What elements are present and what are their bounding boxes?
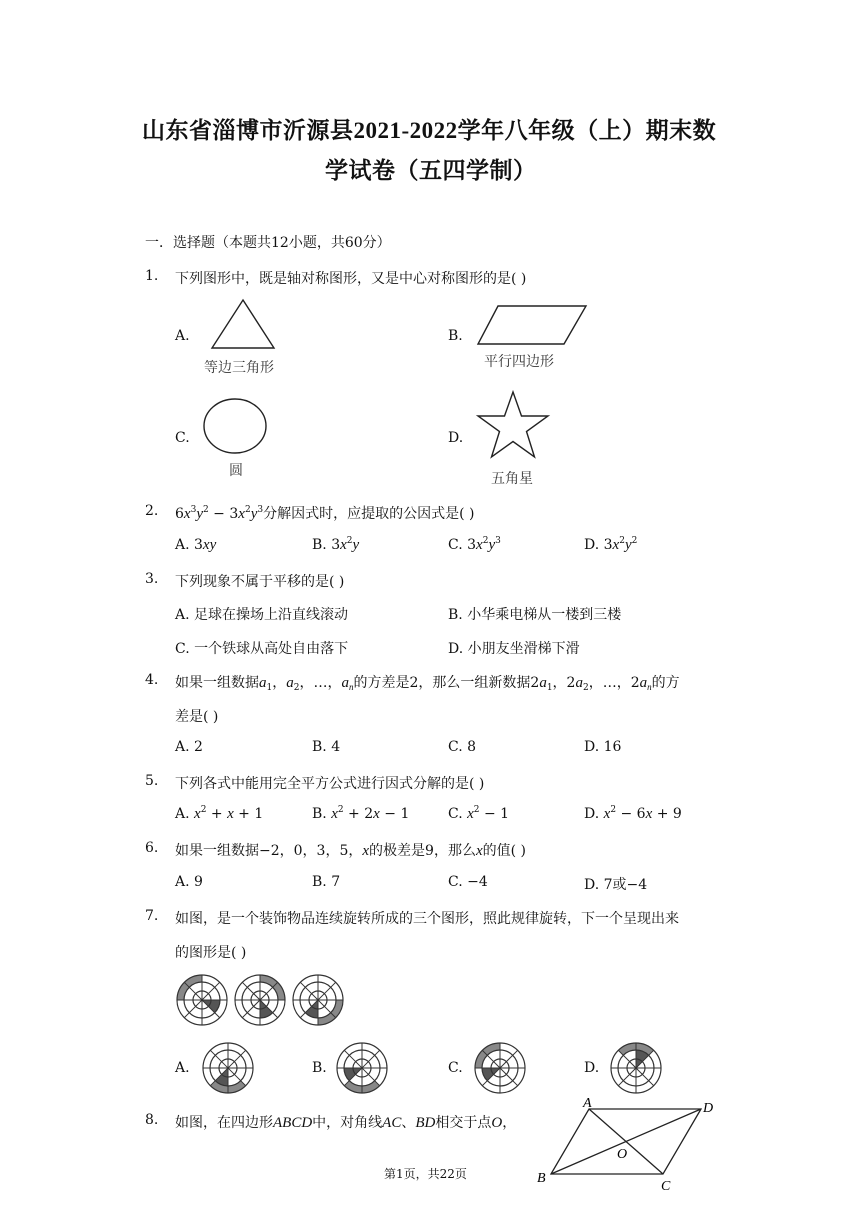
section-heading: 一．选择题（本题共12小题，共60分） <box>145 235 391 251</box>
q7-stem-line2: 的图形是( ) <box>175 945 247 961</box>
q5-option-d-label: D. <box>584 806 600 822</box>
q6-option-c: C. −4 <box>448 874 488 890</box>
q2-option-d-label: D. <box>584 537 600 553</box>
q5-option-c: C. $x^2 - 1$ <box>448 805 510 822</box>
q1-option-b-label: B. <box>448 328 463 344</box>
q2-expression: $6x^3y^2 - 3x^2y^3$ <box>175 505 264 522</box>
q6-option-c-label: C. <box>448 874 468 890</box>
q7-option-b-wheel <box>336 1042 388 1094</box>
q4-stem-line2: 差是( ) <box>175 709 219 725</box>
q6-option-d-label: D. 7或 <box>584 877 627 893</box>
q5-stem: 下列各式中能用完全平方公式进行因式分解的是( ) <box>175 776 485 792</box>
page-title-line1: 山东省淄博市沂源县2021-2022学年八年级（上）期末数 <box>142 118 717 143</box>
q1-option-c-caption: 圆 <box>229 463 243 479</box>
q3-number: 3. <box>145 571 159 587</box>
vertex-label-c: C <box>661 1179 671 1194</box>
q7-option-a-wheel <box>202 1042 254 1094</box>
q2-option-b-label: B. <box>312 537 327 553</box>
q7-option-c-wheel <box>474 1042 526 1094</box>
page-footer: 第1页，共22页 <box>384 1167 467 1181</box>
q1-stem: 下列图形中，既是轴对称图形，又是中心对称图形的是( ) <box>175 271 527 287</box>
q4-stem-c: 的方 <box>651 675 680 691</box>
q6-stem-a: 如果一组数据 <box>175 843 259 859</box>
q6-option-b: B. 7 <box>312 874 341 890</box>
quadrilateral-abcd-figure <box>535 1098 725 1194</box>
center-label-o: O <box>617 1147 628 1162</box>
q2-option-a: A. 3xy <box>175 537 217 553</box>
q7-wheel-3 <box>292 974 344 1026</box>
equilateral-triangle-figure <box>210 298 276 350</box>
vertex-label-b: B <box>537 1171 546 1186</box>
q1-option-c-label: C. <box>175 430 190 446</box>
five-pointed-star-figure <box>476 390 550 462</box>
q4-option-b: B. 4 <box>312 739 341 755</box>
q2-number: 2. <box>145 503 159 519</box>
q2-option-c: C. $3x^2y^3$ <box>448 536 501 553</box>
q1-number: 1. <box>145 268 159 284</box>
vertex-label-d: D <box>703 1101 714 1116</box>
q2-option-b: B. $3x^2y$ <box>312 536 360 553</box>
parallelogram-figure <box>476 304 588 346</box>
q6-option-d: D. 7或−4 <box>584 877 648 893</box>
q2-option-a-label: A. <box>175 537 190 553</box>
q2-stem-text: 分解因式时，应提取的公因式是( ) <box>263 506 475 522</box>
q8-stem-b: 中，对角线 <box>312 1115 383 1131</box>
q7-option-d-wheel <box>610 1042 662 1094</box>
q1-option-a-label: A. <box>175 328 190 344</box>
vertex-label-a: A <box>583 1096 592 1111</box>
q8-stem: 如图，在四边形ABCD中，对角线AC、BD相交于点O， <box>175 1115 517 1131</box>
page-title-line2: 学试卷（五四学制） <box>325 158 537 183</box>
q7-option-c-label: C. <box>448 1060 463 1076</box>
q7-option-d-label: D. <box>584 1060 600 1076</box>
q6-stem-b: 的极差是9，那么 <box>369 843 476 859</box>
q1-option-d-label: D. <box>448 430 464 446</box>
q6-stem: 如果一组数据−2，0，3，5，x的极差是9，那么x的值( ) <box>175 843 526 859</box>
q3-option-a: A. 足球在操场上沿直线滚动 <box>175 607 349 623</box>
q6-option-a: A. 9 <box>175 874 203 890</box>
q4-option-d: D. 16 <box>584 739 622 755</box>
q4-number: 4. <box>145 672 159 688</box>
q8-stem-c: 相交于点 <box>435 1115 492 1131</box>
q4-stem-b: 的方差是2，那么一组新数据 <box>353 675 531 691</box>
q2-option-d: D. $3x^2y^2$ <box>584 536 638 553</box>
q5-option-d: D. $x^2 - 6x + 9$ <box>584 805 682 822</box>
q1-option-b-caption: 平行四边形 <box>484 354 554 370</box>
q7-stem-line1: 如图，是一个装饰物品连续旋转所成的三个图形，照此规律旋转，下一个呈现出来 <box>175 911 679 927</box>
q8-stem-a: 如图，在四边形 <box>175 1115 273 1131</box>
q5-number: 5. <box>145 773 159 789</box>
q7-wheel-2 <box>234 974 286 1026</box>
q3-option-c: C. 一个铁球从高处自由落下 <box>175 641 349 657</box>
q6-number: 6. <box>145 840 159 856</box>
q4-stem-a: 如果一组数据 <box>175 675 259 691</box>
q8-number: 8. <box>145 1112 159 1128</box>
q5-option-b: B. $x^2 + 2x - 1$ <box>312 805 410 822</box>
q5-option-c-label: C. <box>448 806 463 822</box>
q5-option-a-label: A. <box>175 806 190 822</box>
q3-stem: 下列现象不属于平移的是( ) <box>175 574 345 590</box>
circle-figure <box>202 398 268 456</box>
q4-option-a: A. 2 <box>175 739 203 755</box>
q2-stem <box>175 503 474 523</box>
q7-wheel-1 <box>176 974 228 1026</box>
q2-option-c-label: C. <box>448 537 463 553</box>
q7-number: 7. <box>145 908 159 924</box>
q1-option-a-caption: 等边三角形 <box>204 360 274 376</box>
q4-stem-line1: 如果一组数据$a_1$，$a_2$，…，$a_n$的方差是2，那么一组新数据$2a_1$，$2a_2$，…，$2a_n$的方 <box>175 675 680 693</box>
q7-option-a-label: A. <box>175 1060 190 1076</box>
q6-stem-c: 的值( ) <box>482 843 526 859</box>
q5-option-b-label: B. <box>312 806 327 822</box>
q5-option-a: A. $x^2 + x + 1$ <box>175 805 264 822</box>
q4-option-c: C. 8 <box>448 739 477 755</box>
q3-option-b: B. 小华乘电梯从一楼到三楼 <box>448 607 622 623</box>
q1-option-d-caption: 五角星 <box>491 471 533 487</box>
q7-option-b-label: B. <box>312 1060 327 1076</box>
q3-option-d: D. 小朋友坐滑梯下滑 <box>448 641 580 657</box>
